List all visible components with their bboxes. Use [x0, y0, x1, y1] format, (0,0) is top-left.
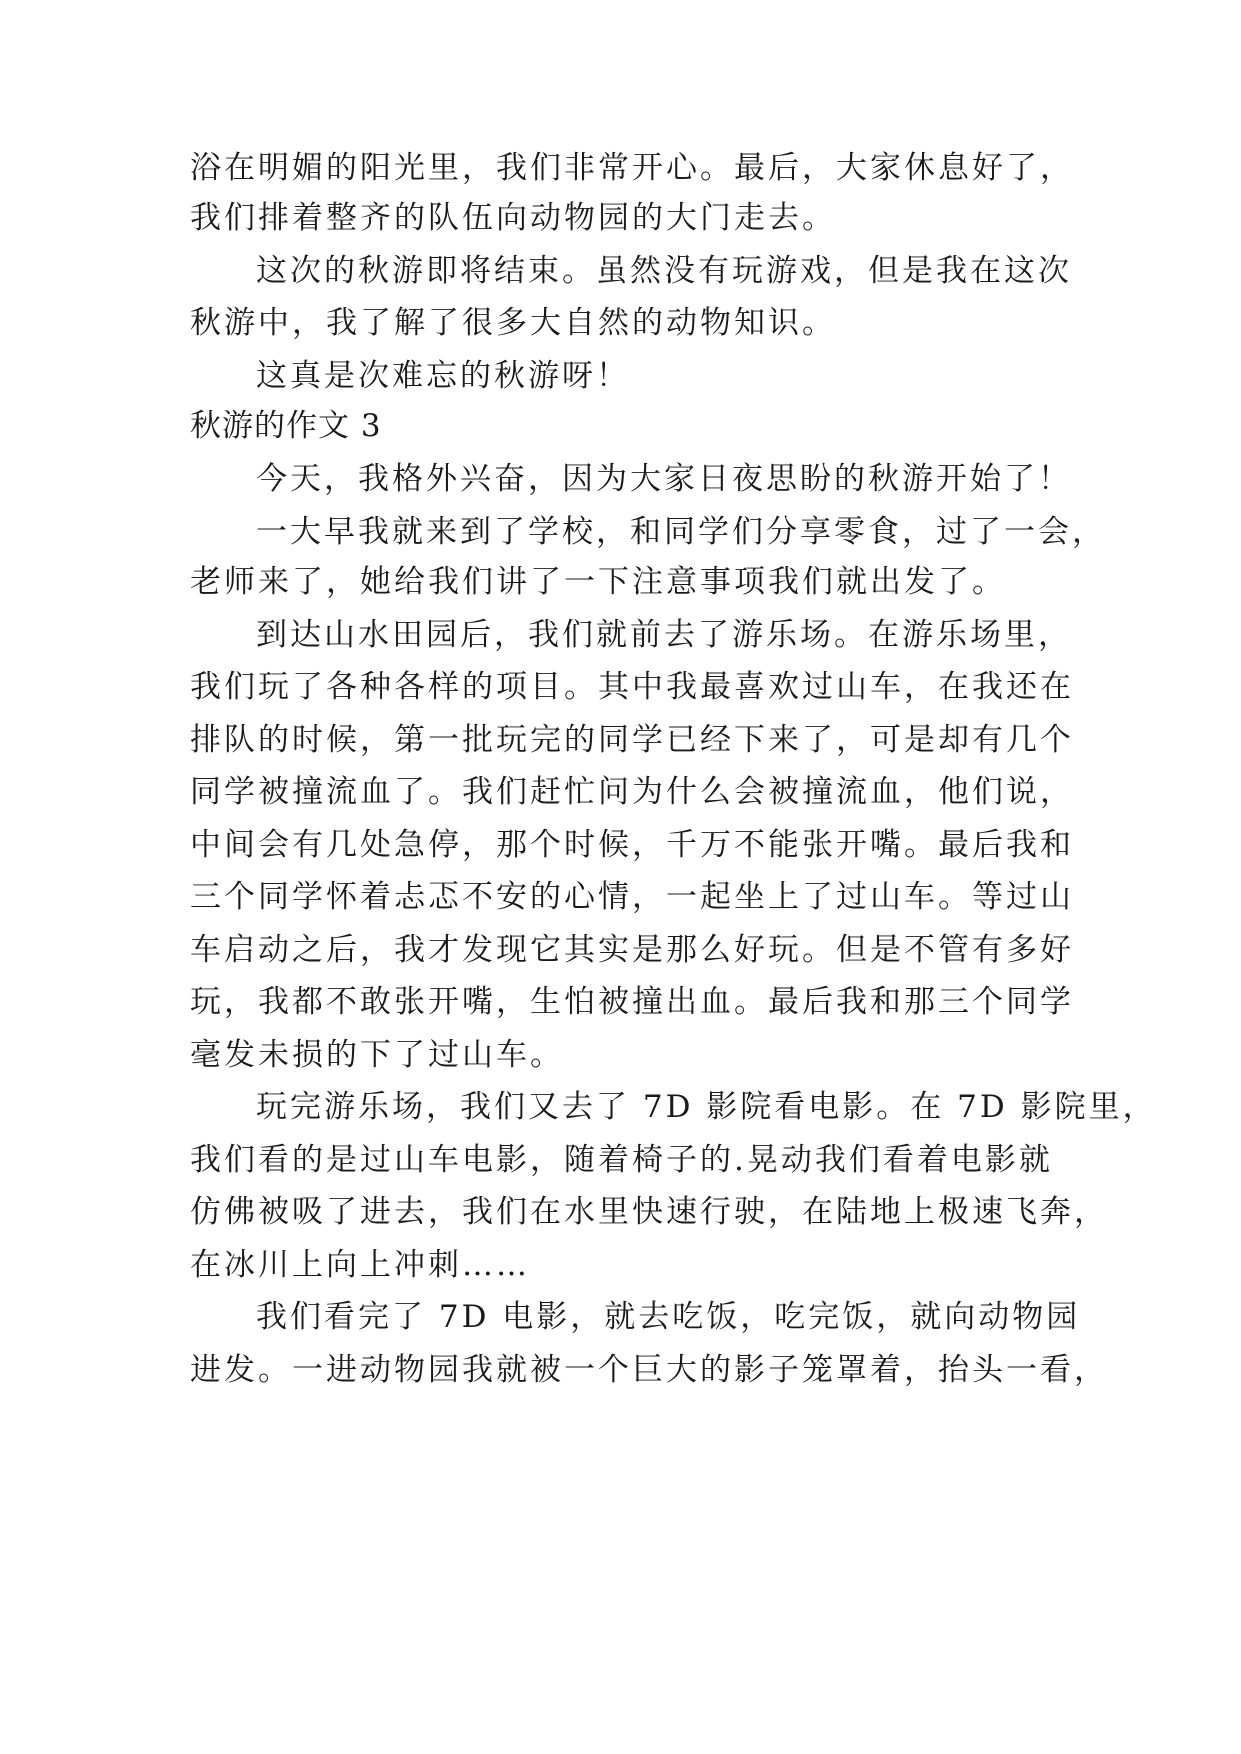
text-line: 这真是次难忘的秋游呀！ [256, 358, 630, 394]
text-line: 我们看的是过山车电影，随着椅子的.晃动我们看着电影就 [190, 1142, 1053, 1178]
text-line: 我们排着整齐的队伍向动物园的大门走去。 [190, 200, 836, 236]
text-line: 浴在明媚的阳光里，我们非常开心。最后，大家休息好了， [190, 150, 1074, 186]
text-line: 我们玩了各种各样的项目。其中我最喜欢过山车，在我还在 [190, 669, 1074, 705]
text-line: 中间会有几处急停，那个时候，千万不能张开嘴。最后我和 [190, 827, 1074, 863]
text-line: 毫发未损的下了过山车。 [190, 1037, 564, 1073]
text-line: 到达山水田园后，我们就前去了游乐场。在游乐场里， [256, 617, 1072, 653]
text-line: 玩，我都不敢张开嘴，生怕被撞出血。最后我和那三个同学 [190, 984, 1074, 1020]
text-line: 玩完游乐场，我们又去了 7D 影院看电影。在 7D 影院里， [256, 1089, 1157, 1125]
section-heading: 秋游的作文 3 [190, 408, 382, 444]
text-line: 秋游中，我了解了很多大自然的动物知识。 [190, 305, 836, 341]
text-line: 在冰川上向上冲刺…… [190, 1247, 530, 1283]
text-line: 排队的时候，第一批玩完的同学已经下来了，可是却有几个 [190, 722, 1074, 758]
text-line: 仿佛被吸了进去，我们在水里快速行驶，在陆地上极速飞奔， [190, 1194, 1108, 1230]
text-line: 老师来了，她给我们讲了一下注意事项我们就出发了。 [190, 564, 1006, 600]
text-line: 车启动之后，我才发现它其实是那么好玩。但是不管有多好 [190, 932, 1074, 968]
text-line: 一大早我就来到了学校，和同学们分享零食，过了一会， [256, 514, 1106, 550]
text-line: 三个同学怀着忐忑不安的心情，一起坐上了过山车。等过山 [190, 879, 1074, 915]
text-line: 进发。一进动物园我就被一个巨大的影子笼罩着，抬头一看， [190, 1352, 1108, 1388]
text-line: 今天，我格外兴奋，因为大家日夜思盼的秋游开始了！ [256, 461, 1072, 497]
text-line: 我们看完了 7D 电影，就去吃饭，吃完饭，就向动物园 [256, 1299, 1081, 1335]
text-line: 同学被撞流血了。我们赶忙问为什么会被撞流血，他们说， [190, 774, 1074, 810]
text-line: 这次的秋游即将结束。虽然没有玩游戏，但是我在这次 [256, 253, 1072, 289]
